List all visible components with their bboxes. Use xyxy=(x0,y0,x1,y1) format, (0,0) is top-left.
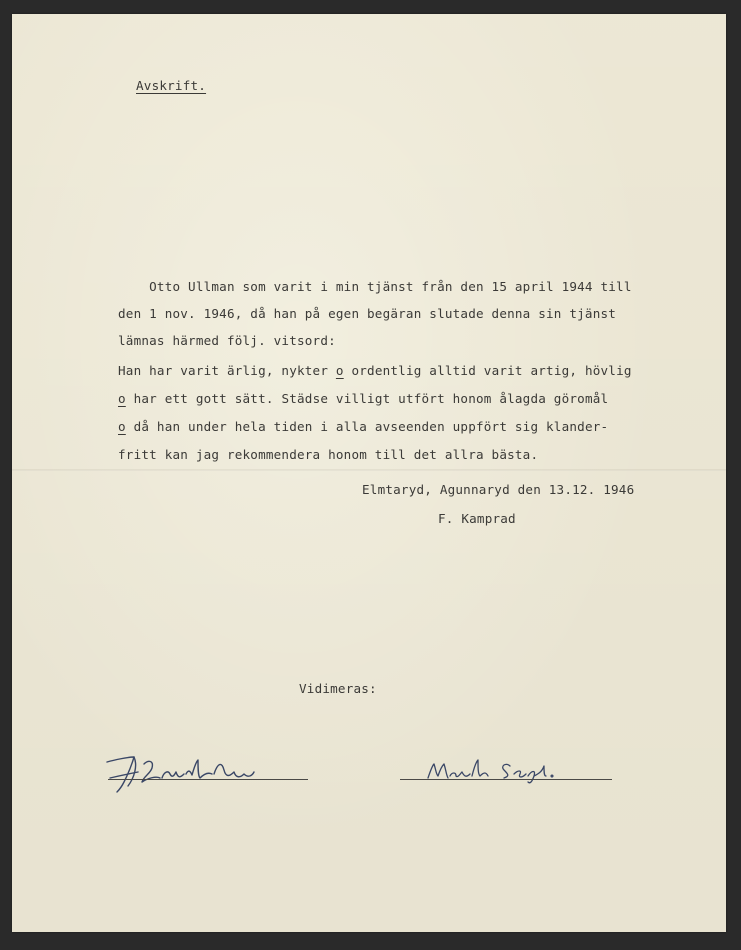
paragraph-line-4 xyxy=(118,363,632,378)
underlined-o: o xyxy=(118,391,126,406)
underlined-o: o xyxy=(335,363,344,378)
paragraph-line-4-text-b: ordentlig alltid varit artig, hövlig xyxy=(343,363,632,378)
paragraph-line-1: Otto Ullman som varit i min tjänst från den 15 april 1944 till xyxy=(118,279,632,294)
paragraph-line-5-text: har ett gott sätt. Städse villigt utfört honom ålagda göromål xyxy=(125,391,609,406)
document-page xyxy=(12,14,726,932)
paragraph-line-5 xyxy=(118,391,608,406)
paragraph-line-6 xyxy=(118,419,608,434)
paragraph-line-6-text: då han under hela tiden i alla avseenden uppfört sig klander- xyxy=(125,419,609,434)
paragraph-line-7: fritt kan jag rekommendera honom till det allra bästa. xyxy=(118,447,539,462)
paragraph-line-3: lämnas härmed följ. vitsord: xyxy=(118,333,336,348)
signature-line-left xyxy=(108,779,308,780)
underlined-o: o xyxy=(118,419,126,434)
signature-left-image xyxy=(104,748,274,796)
heading: Avskrift. xyxy=(136,78,207,93)
paragraph-line-2: den 1 nov. 1946, då han på egen begäran slutade denna sin tjänst xyxy=(118,306,617,321)
paragraph-line-4-text-a: Han har varit ärlig, nykter xyxy=(118,363,336,378)
signature-line-right xyxy=(400,779,612,780)
signature-right-image xyxy=(426,752,576,786)
attestation-label: Vidimeras: xyxy=(299,681,377,696)
paper-fold xyxy=(12,469,726,471)
place-date: Elmtaryd, Agunnaryd den 13.12. 1946 xyxy=(362,482,635,497)
signer-name: F. Kamprad xyxy=(438,511,516,526)
